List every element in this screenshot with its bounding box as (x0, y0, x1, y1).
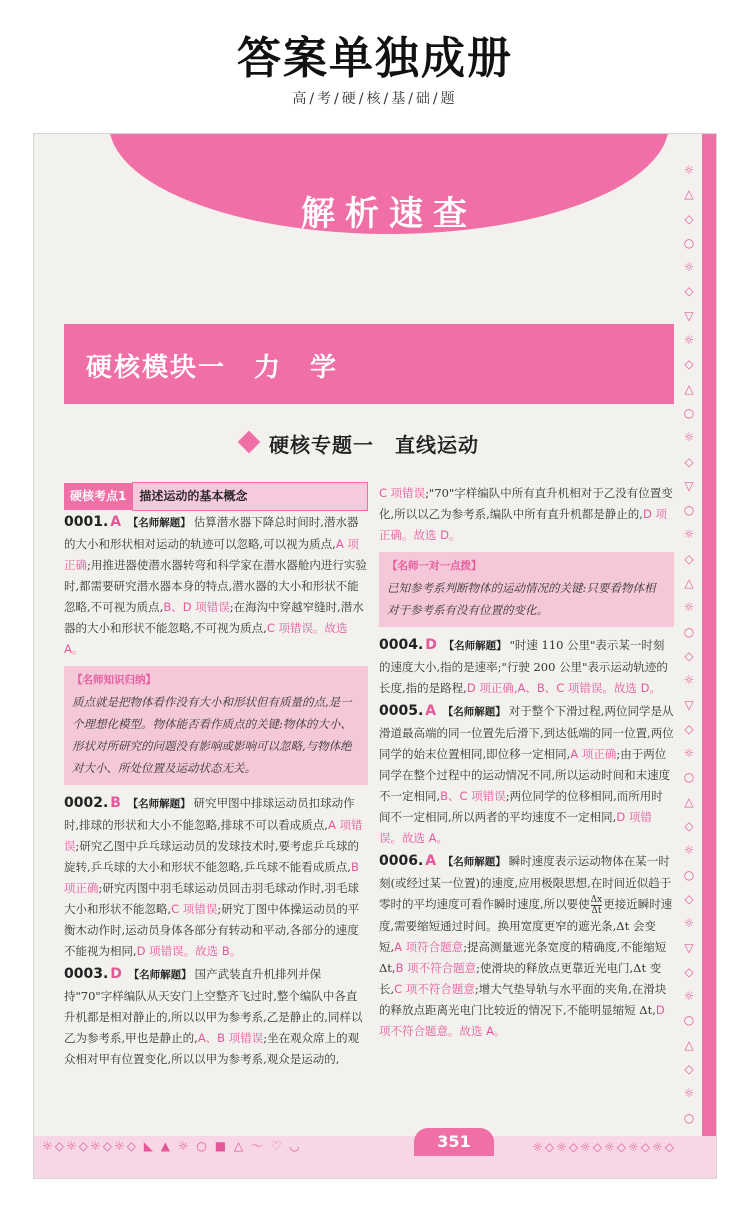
decorative-glyph-icon: ◇ (684, 721, 694, 736)
explain-tag: 【名师解题】 (443, 640, 507, 652)
footer-decoration-right: ☼◇☼◇☼◇☼◇☼◇☼◇ (532, 1140, 676, 1154)
verdict-text: C 项错误 (379, 486, 426, 500)
one-on-one-tag: 【名师一对一点拨】 (387, 560, 482, 572)
decorative-glyph-icon: ◇ (684, 284, 694, 299)
explanation-text: ;研究乙图中乒乓球运动员的发球技术时,要考虑乒乓球的旋转,乒乓球的大小和形状不能忽略,乒乓球不能看成质点, (64, 839, 360, 874)
explain-tag: 【名师解题】 (128, 969, 192, 981)
decorative-glyph-icon: ◇ (684, 551, 694, 566)
knowledge-point-label: 硬核考点1 (64, 483, 132, 510)
right-edge-band (702, 134, 716, 1179)
explanation-text: 更接近瞬时速度,需要缩短通过时间。换用宽度更窄的遮光条,Δt 会变短, (379, 897, 673, 954)
explanation-text: 估算潜水器下降总时间时,潜水器的大小和形状相对运动的轨迹可以忽略,可以视为质点, (64, 515, 359, 551)
verdict-text: B、D 项错误 (163, 600, 230, 614)
answer-0003-continued (379, 483, 674, 546)
explanation-text: ;坐在观众席上的观众相对甲有位置变化,所以以甲为参考系,观众是运动的, (64, 1031, 360, 1066)
decorative-glyph-icon: ○ (683, 503, 695, 518)
decorative-glyph-icon: ○ (683, 867, 695, 882)
decorative-glyph-icon: ☼ (683, 1086, 695, 1101)
decorative-glyph-icon: ☼ (683, 673, 695, 688)
summary-box (64, 666, 368, 785)
question-number: 0005. (379, 703, 424, 719)
answer-0003 (64, 964, 368, 1070)
right-column (379, 481, 674, 1042)
decorative-glyph-icon: ○ (683, 405, 695, 420)
banner-title: 解析速查 (301, 194, 477, 234)
summary-text: 质点就是把物体看作没有大小和形状但有质量的点,是一个理想化模型。物体能否看作质点的关键:物体的大小、形状对所研究的问题没有影响或影响可以忽略,与物体绝对大小、所处位置及运动状态无关。 (72, 695, 352, 775)
question-number: 0006. (379, 853, 424, 869)
answer-0004 (379, 635, 674, 699)
answer-letter: D (425, 637, 437, 653)
one-on-one-text: 已知参考系判断物体的运动情况的关键:只要看物体相对于参考系有没有位置的变化。 (387, 581, 656, 617)
answer-0006 (379, 851, 674, 1042)
fraction-dx-dt (591, 895, 603, 916)
decorative-glyph-icon: △ (684, 381, 694, 396)
question-number: 0004. (379, 637, 424, 653)
decorative-glyph-icon: ○ (683, 1110, 695, 1125)
answer-letter: A (425, 703, 437, 719)
explain-tag: 【名师解题】 (442, 856, 506, 868)
question-number: 0002. (64, 795, 109, 811)
verdict-text: C 项不符合题意 (394, 981, 475, 996)
decorative-border-column (678, 164, 700, 1124)
verdict-text: A 项错误 (64, 818, 363, 853)
verdict-text: D 项不符合题意。故选 A。 (379, 1002, 665, 1038)
decorative-glyph-icon: ◇ (684, 1061, 694, 1076)
topic-title: 硬核专题一 直线运动 (269, 433, 479, 457)
decorative-glyph-icon: ☼ (683, 430, 695, 445)
decorative-glyph-icon: ▽ (684, 940, 694, 955)
answer-0002 (64, 793, 368, 962)
left-column (64, 484, 368, 1070)
verdict-text: D 项正确。故选 D。 (379, 507, 667, 542)
decorative-glyph-icon: ◇ (684, 891, 694, 906)
knowledge-point-title: 描述运动的基本概念 (132, 482, 368, 511)
decorative-glyph-icon: △ (684, 576, 694, 591)
explanation-text: 国产武装直升机排列并保持"70"字样编队从天安门上空整齐飞过时,整个编队中各直升机都是相对静止的,所以以甲为参考系,乙是静止的,同样以乙为参考系,甲也是静止的, (64, 967, 363, 1045)
decorative-glyph-icon: ◇ (684, 819, 694, 834)
decorative-glyph-icon: ☼ (683, 600, 695, 615)
decorative-glyph-icon: ▽ (684, 478, 694, 493)
explain-tag: 【名师解题】 (127, 798, 191, 810)
explanation-text: ;研究丁图中体操运动员的平衡木动作时,运动员身体各部分有转动和平动,各部分的速度不能视为相同, (64, 902, 360, 958)
decorative-glyph-icon: ◇ (684, 648, 694, 663)
decorative-glyph-icon: ☼ (683, 260, 695, 275)
summary-tag: 【名师知识归纳】 (72, 674, 156, 686)
verdict-text: A 项符合题意 (394, 939, 464, 954)
decorative-glyph-icon: ○ (683, 1013, 695, 1028)
decorative-glyph-icon: ◇ (684, 211, 694, 226)
fraction-numerator: Δx (590, 894, 603, 905)
verdict-text: D 项正确,A、B、C 项错误。故选 D。 (466, 681, 661, 695)
explain-tag: 【名师解题】 (442, 706, 506, 718)
explanation-text: ;提高测量遮光条宽度的精确度,不能缩短 Δt, (379, 939, 667, 975)
decorative-glyph-icon: ◇ (684, 964, 694, 979)
decorative-glyph-icon: ○ (683, 624, 695, 639)
answer-letter: D (110, 966, 122, 982)
verdict-text: B、C 项错误 (440, 789, 506, 803)
decorative-glyph-icon: ☼ (683, 843, 695, 858)
decorative-glyph-icon: ☼ (683, 527, 695, 542)
decorative-glyph-icon: △ (684, 1037, 694, 1052)
decorative-glyph-icon: △ (684, 187, 694, 202)
explanation-text: ;两位同学的位移相同,而所用时间不一定相同,所以两者的平均速度不一定相同, (379, 789, 663, 824)
decorative-glyph-icon: ☼ (683, 989, 695, 1004)
book-page (33, 133, 717, 1179)
explanation-text: 研究甲图中排球运动员扣球动作时,排球的形状和大小不能忽略,排球不可以看成质点, (64, 796, 355, 832)
decorative-glyph-icon: ☼ (683, 916, 695, 931)
answer-letter: B (110, 795, 121, 811)
verdict-text: D 项错误。故选 B。 (136, 944, 242, 958)
answer-letter: A (110, 514, 122, 530)
verdict-text: A 项正确 (64, 537, 359, 572)
module-title: 硬核模块一 力 学 (86, 353, 339, 383)
explanation-text: ;使滑块的释放点更靠近光电门,Δt 变长, (379, 960, 662, 996)
verdict-text: B 项不符合题意 (395, 960, 477, 975)
question-number: 0003. (64, 966, 109, 982)
decorative-glyph-icon: ○ (683, 770, 695, 785)
verdict-text: A 项正确 (570, 747, 617, 761)
explanation-text: 对于整个下滑过程,两位同学是从滑道最高端的同一位置先后滑下,到达低端的同一位置,两位同学的始末位置相同,即位移一定相同, (379, 704, 674, 761)
explanation-text: ;增大气垫导轨与水平面的夹角,在滑块的释放点距离光电门比较近的情况下,不能明显缩短 Δt, (379, 981, 667, 1017)
decorative-glyph-icon: ▽ (684, 308, 694, 323)
decorative-glyph-icon: ◇ (684, 357, 694, 372)
answer-letter: A (425, 853, 437, 869)
explanation-text: ;由于两位同学在整个过程中的运动情况不同,所以运动时间和末速度不一定相同, (379, 747, 671, 803)
answer-0005 (379, 701, 674, 849)
decorative-glyph-icon: ▽ (684, 697, 694, 712)
decorative-glyph-icon: ☼ (683, 163, 695, 177)
decorative-glyph-icon: ◇ (684, 454, 694, 469)
explanation-text: "时速 110 公里"表示某一时刻的速度大小,指的是速率;"行驶 200 公里"表示运动轨迹的长度,指的是路程, (379, 638, 668, 695)
fraction-denominator: Δt (591, 905, 602, 916)
answer-0001 (64, 512, 368, 660)
footer-decoration-left: ☼◇☼◇☼◇☼◇ ◣ ▲ ☼ ○ ■ △ ～ ♡ ◡ (42, 1139, 302, 1153)
explain-tag: 【名师解题】 (127, 517, 191, 529)
verdict-text: D 项错误。故选 A。 (379, 810, 652, 845)
page-subtitle: 高/考/硬/核/基/础/题 (292, 91, 458, 107)
explanation-text: ;在海沟中穿越窄缝时,潜水器的大小和形状不能忽略,不可视为质点, (64, 600, 364, 635)
verdict-text: A、B 项错误 (197, 1031, 264, 1045)
decorative-glyph-icon: ☼ (683, 746, 695, 761)
diamond-icon (238, 431, 261, 454)
explanation-text: 瞬时速度表示运动物体在某一时刻(或经过某一位置)的速度,应用极限思想,在时间近似趋于零时的平均速度可看作瞬时速度,所以要使 (379, 854, 672, 911)
decorative-glyph-icon: ☼ (683, 333, 695, 348)
question-number: 0001. (64, 514, 109, 530)
one-on-one-box (379, 552, 674, 627)
decorative-glyph-icon: △ (684, 794, 694, 809)
knowledge-point-header (64, 484, 368, 508)
decorative-glyph-icon: ○ (683, 235, 695, 250)
explanation-text: ;研究丙图中羽毛球运动员回击羽毛球动作时,羽毛球大小和形状不能忽略, (64, 881, 360, 916)
page-number-tab (414, 1128, 494, 1156)
verdict-text: B 项正确 (64, 860, 359, 895)
explanation-text: ;用推进器使潜水器转弯和科学家在潜水器舱内进行实验时,都需要研究潜水器本身的特点,潜水器的大小和形状不能忽略,不可视为质点, (64, 558, 367, 614)
page-number: 351 (437, 1132, 471, 1151)
verdict-text: C 项错误 (171, 902, 218, 916)
page-title: 答案单独成册 (237, 33, 513, 84)
verdict-text: C 项错误。故选 A。 (64, 621, 348, 656)
explanation-text: ;"70"字样编队中所有直升机相对于乙没有位置变化,所以以乙为参考系,编队中所有直升机都是静止的, (379, 486, 673, 521)
